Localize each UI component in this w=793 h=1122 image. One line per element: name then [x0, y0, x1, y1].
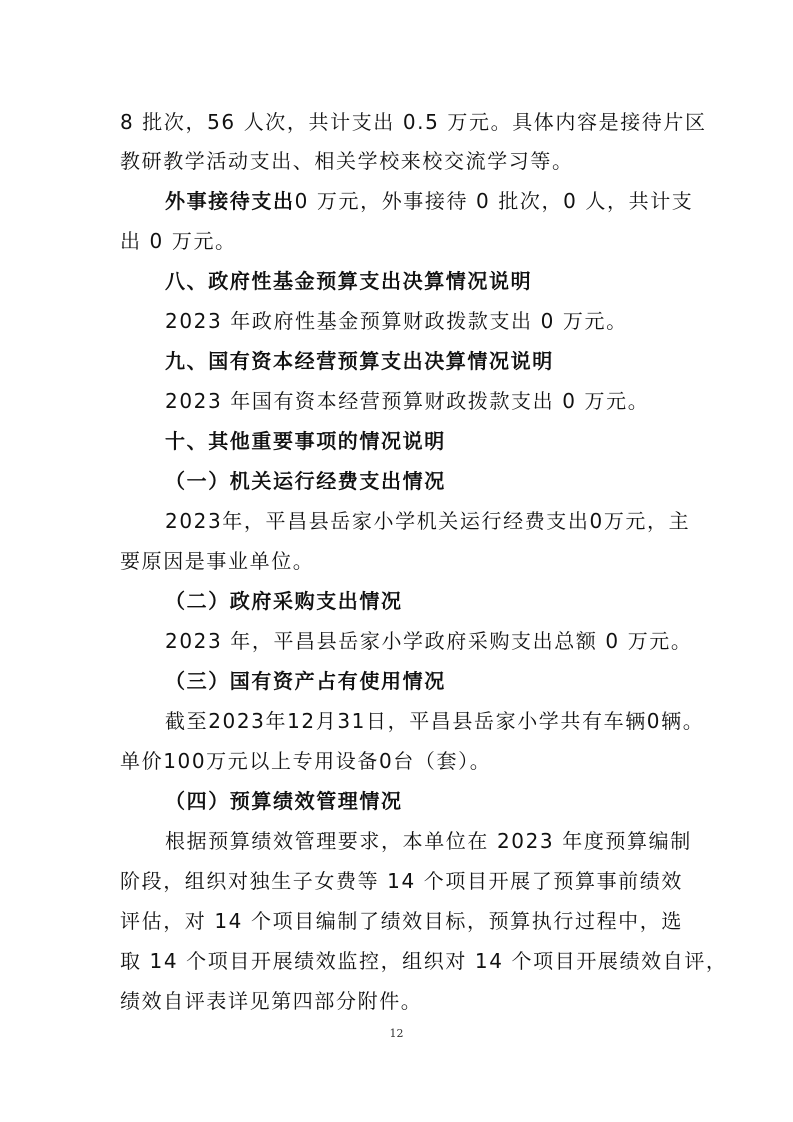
section-heading-8: 八、政府性基金预算支出决算情况说明	[165, 269, 533, 293]
section-heading-10: 十、其他重要事项的情况说明	[165, 429, 446, 453]
body-text-line: 评估，对 14 个项目编制了绩效目标，预算执行过程中，选	[120, 909, 683, 933]
body-text-line: 取 14 个项目开展绩效监控，组织对 14 个项目开展绩效自评，	[120, 949, 728, 973]
body-text-line: 单价100万元以上专用设备0台（套）。	[120, 749, 492, 773]
page-number: 12	[389, 1027, 404, 1040]
body-text: 0 万元，外事接待 0 批次，0 人，共计支	[294, 189, 694, 213]
body-text-line: 要原因是事业单位。	[120, 549, 315, 573]
body-text-line: 绩效自评表详见第四部分附件。	[120, 989, 423, 1013]
body-text-line: 2023 年国有资本经营预算财政拨款支出 0 万元。	[165, 389, 650, 413]
body-text-line: 8 批次，56 人次，共计支出 0.5 万元。具体内容是接待片区	[120, 110, 707, 134]
subsection-heading-2: （二）政府采购支出情况	[165, 589, 403, 613]
body-text-line: 截至2023年12月31日，平昌县岳家小学共有车辆0辆。	[165, 709, 705, 733]
subsection-heading-3: （三）国有资产占有使用情况	[165, 669, 446, 693]
body-text-line: 根据预算绩效管理要求，本单位在 2023 年度预算编制	[165, 829, 692, 853]
body-text-line: 2023 年，平昌县岳家小学政府采购支出总额 0 万元。	[165, 629, 693, 653]
subsection-heading-4: （四）预算绩效管理情况	[165, 789, 403, 813]
section-heading-9: 九、国有资本经营预算支出决算情况说明	[165, 349, 554, 373]
inline-heading: 外事接待支出	[165, 189, 295, 213]
body-text-line: 出 0 万元。	[120, 229, 237, 253]
body-text-line: 2023年，平昌县岳家小学机关运行经费支出0万元，主	[165, 509, 691, 533]
body-text-line: 2023 年政府性基金预算财政拨款支出 0 万元。	[165, 309, 628, 333]
subsection-heading-1: （一）机关运行经费支出情况	[165, 469, 446, 493]
body-text-line: 阶段，组织对独生子女费等 14 个项目开展了预算事前绩效	[120, 869, 683, 893]
body-text-line: 教研教学活动支出、相关学校来校交流学习等。	[120, 149, 574, 173]
paragraph-foreign-reception	[165, 189, 693, 213]
